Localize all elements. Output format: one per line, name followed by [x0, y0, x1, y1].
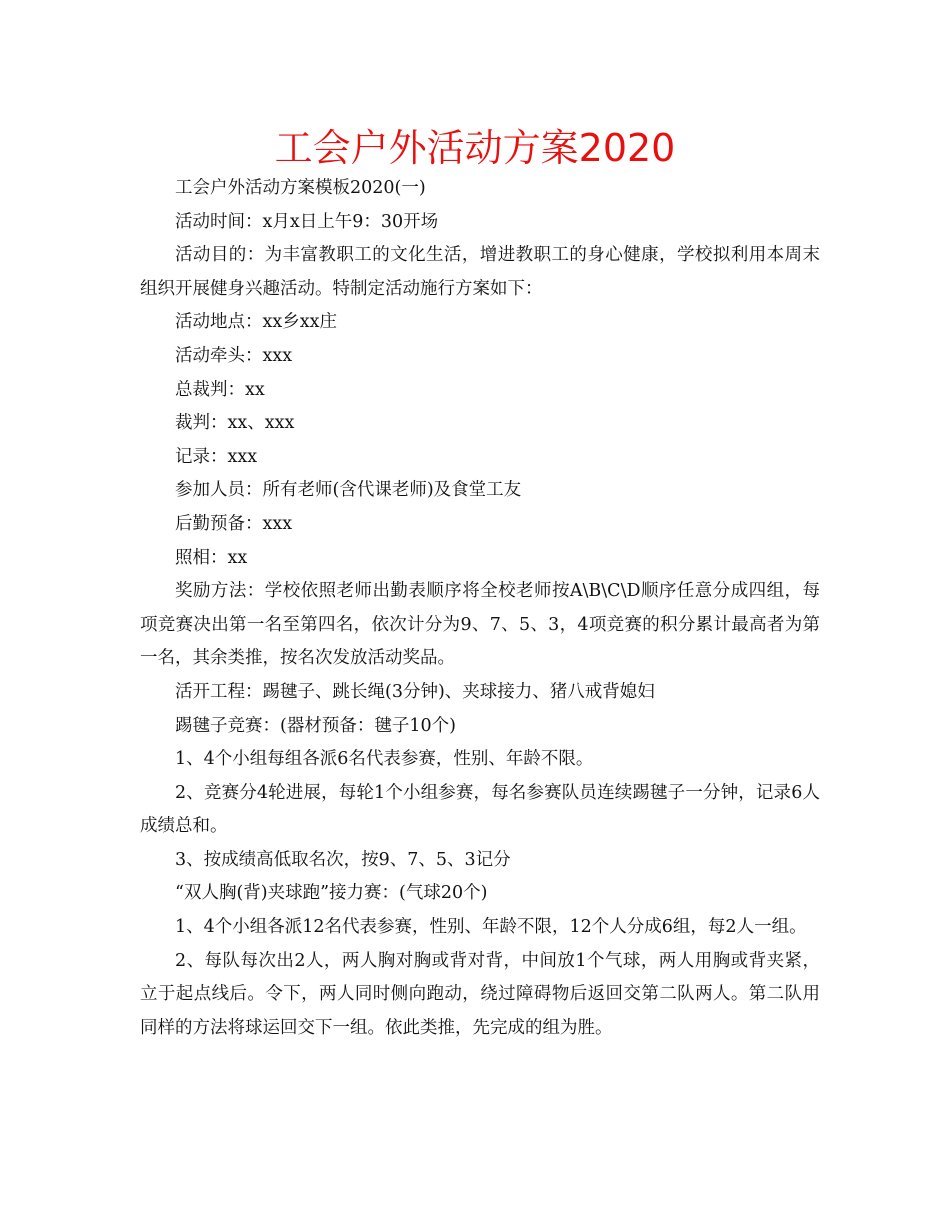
- paragraph-activity-location: 活动地点：xx乡xx庄: [175, 312, 337, 333]
- document-title: 工会户外活动方案2020: [274, 126, 676, 170]
- paragraph-template-heading: 工会户外活动方案模板2020(一): [175, 178, 426, 198]
- paragraph-relay-rule-2: 2、每队每次出2人，两人胸对胸或背对背，中间放1个气球，两人用胸或背夹紧，立于起点线后。令下，两人同时侧向跑动，绕过障碍物后返回交第二队两人。第二队用同样的方法将球运回交下一组。依此类推，先完成的组为胜。: [140, 950, 820, 1038]
- paragraph-participants: 参加人员：所有老师(含代课老师)及食堂工友: [175, 480, 522, 501]
- paragraph-photographer: 照相：xx: [175, 547, 248, 568]
- paragraph-relay-heading: “双人胸(背)夹球跑”接力赛：(气球20个): [175, 883, 488, 904]
- document-body: [140, 172, 820, 1045]
- paragraph-chief-referee: 总裁判：xx: [175, 379, 265, 400]
- paragraph-shuttlecock-heading: 踢毽子竞赛：(器材预备：毽子10个): [175, 715, 456, 736]
- paragraph-events-list: 活开工程：踢毽子、跳长绳(3分钟)、夹球接力、猪八戒背媳妇: [175, 681, 655, 702]
- paragraph-shuttlecock-rule-2: 2、竞赛分4轮进展，每轮1个小组参赛，每名参赛队员连续踢毽子一分钟，记录6人成绩总和。: [140, 782, 820, 837]
- paragraph-activity-time: 活动时间：x月x日上午9：30开场: [175, 211, 439, 232]
- paragraph-logistics: 后勤预备：xxx: [175, 513, 293, 534]
- paragraph-activity-lead: 活动牵头：xxx: [175, 345, 293, 366]
- paragraph-rewards: 奖励方法：学校依照老师出勤表顺序将全校老师按A\B\C\D顺序任意分成四组，每项竞赛决出第一名至第四名，依次计分为9、7、5、3，4项竞赛的积分累计最高者为第一名，其余类推，按名次发放活动奖品。: [140, 581, 820, 669]
- paragraph-shuttlecock-rule-3: 3、按成绩高低取名次，按9、7、5、3记分: [175, 849, 511, 870]
- paragraph-recorder: 记录：xxx: [175, 446, 258, 467]
- paragraph-activity-purpose: 活动目的：为丰富教职工的文化生活，增进教职工的身心健康，学校拟利用本周末组织开展健身兴趣活动。特制定活动施行方案如下：: [140, 245, 820, 299]
- paragraph-shuttlecock-rule-1: 1、4个小组每组各派6名代表参赛，性别、年龄不限。: [175, 749, 594, 770]
- paragraph-relay-rule-1: 1、4个小组各派12名代表参赛，性别、年龄不限，12个人分成6组，每2人一组。: [175, 917, 807, 938]
- paragraph-referees: 裁判：xx、xxx: [175, 413, 295, 434]
